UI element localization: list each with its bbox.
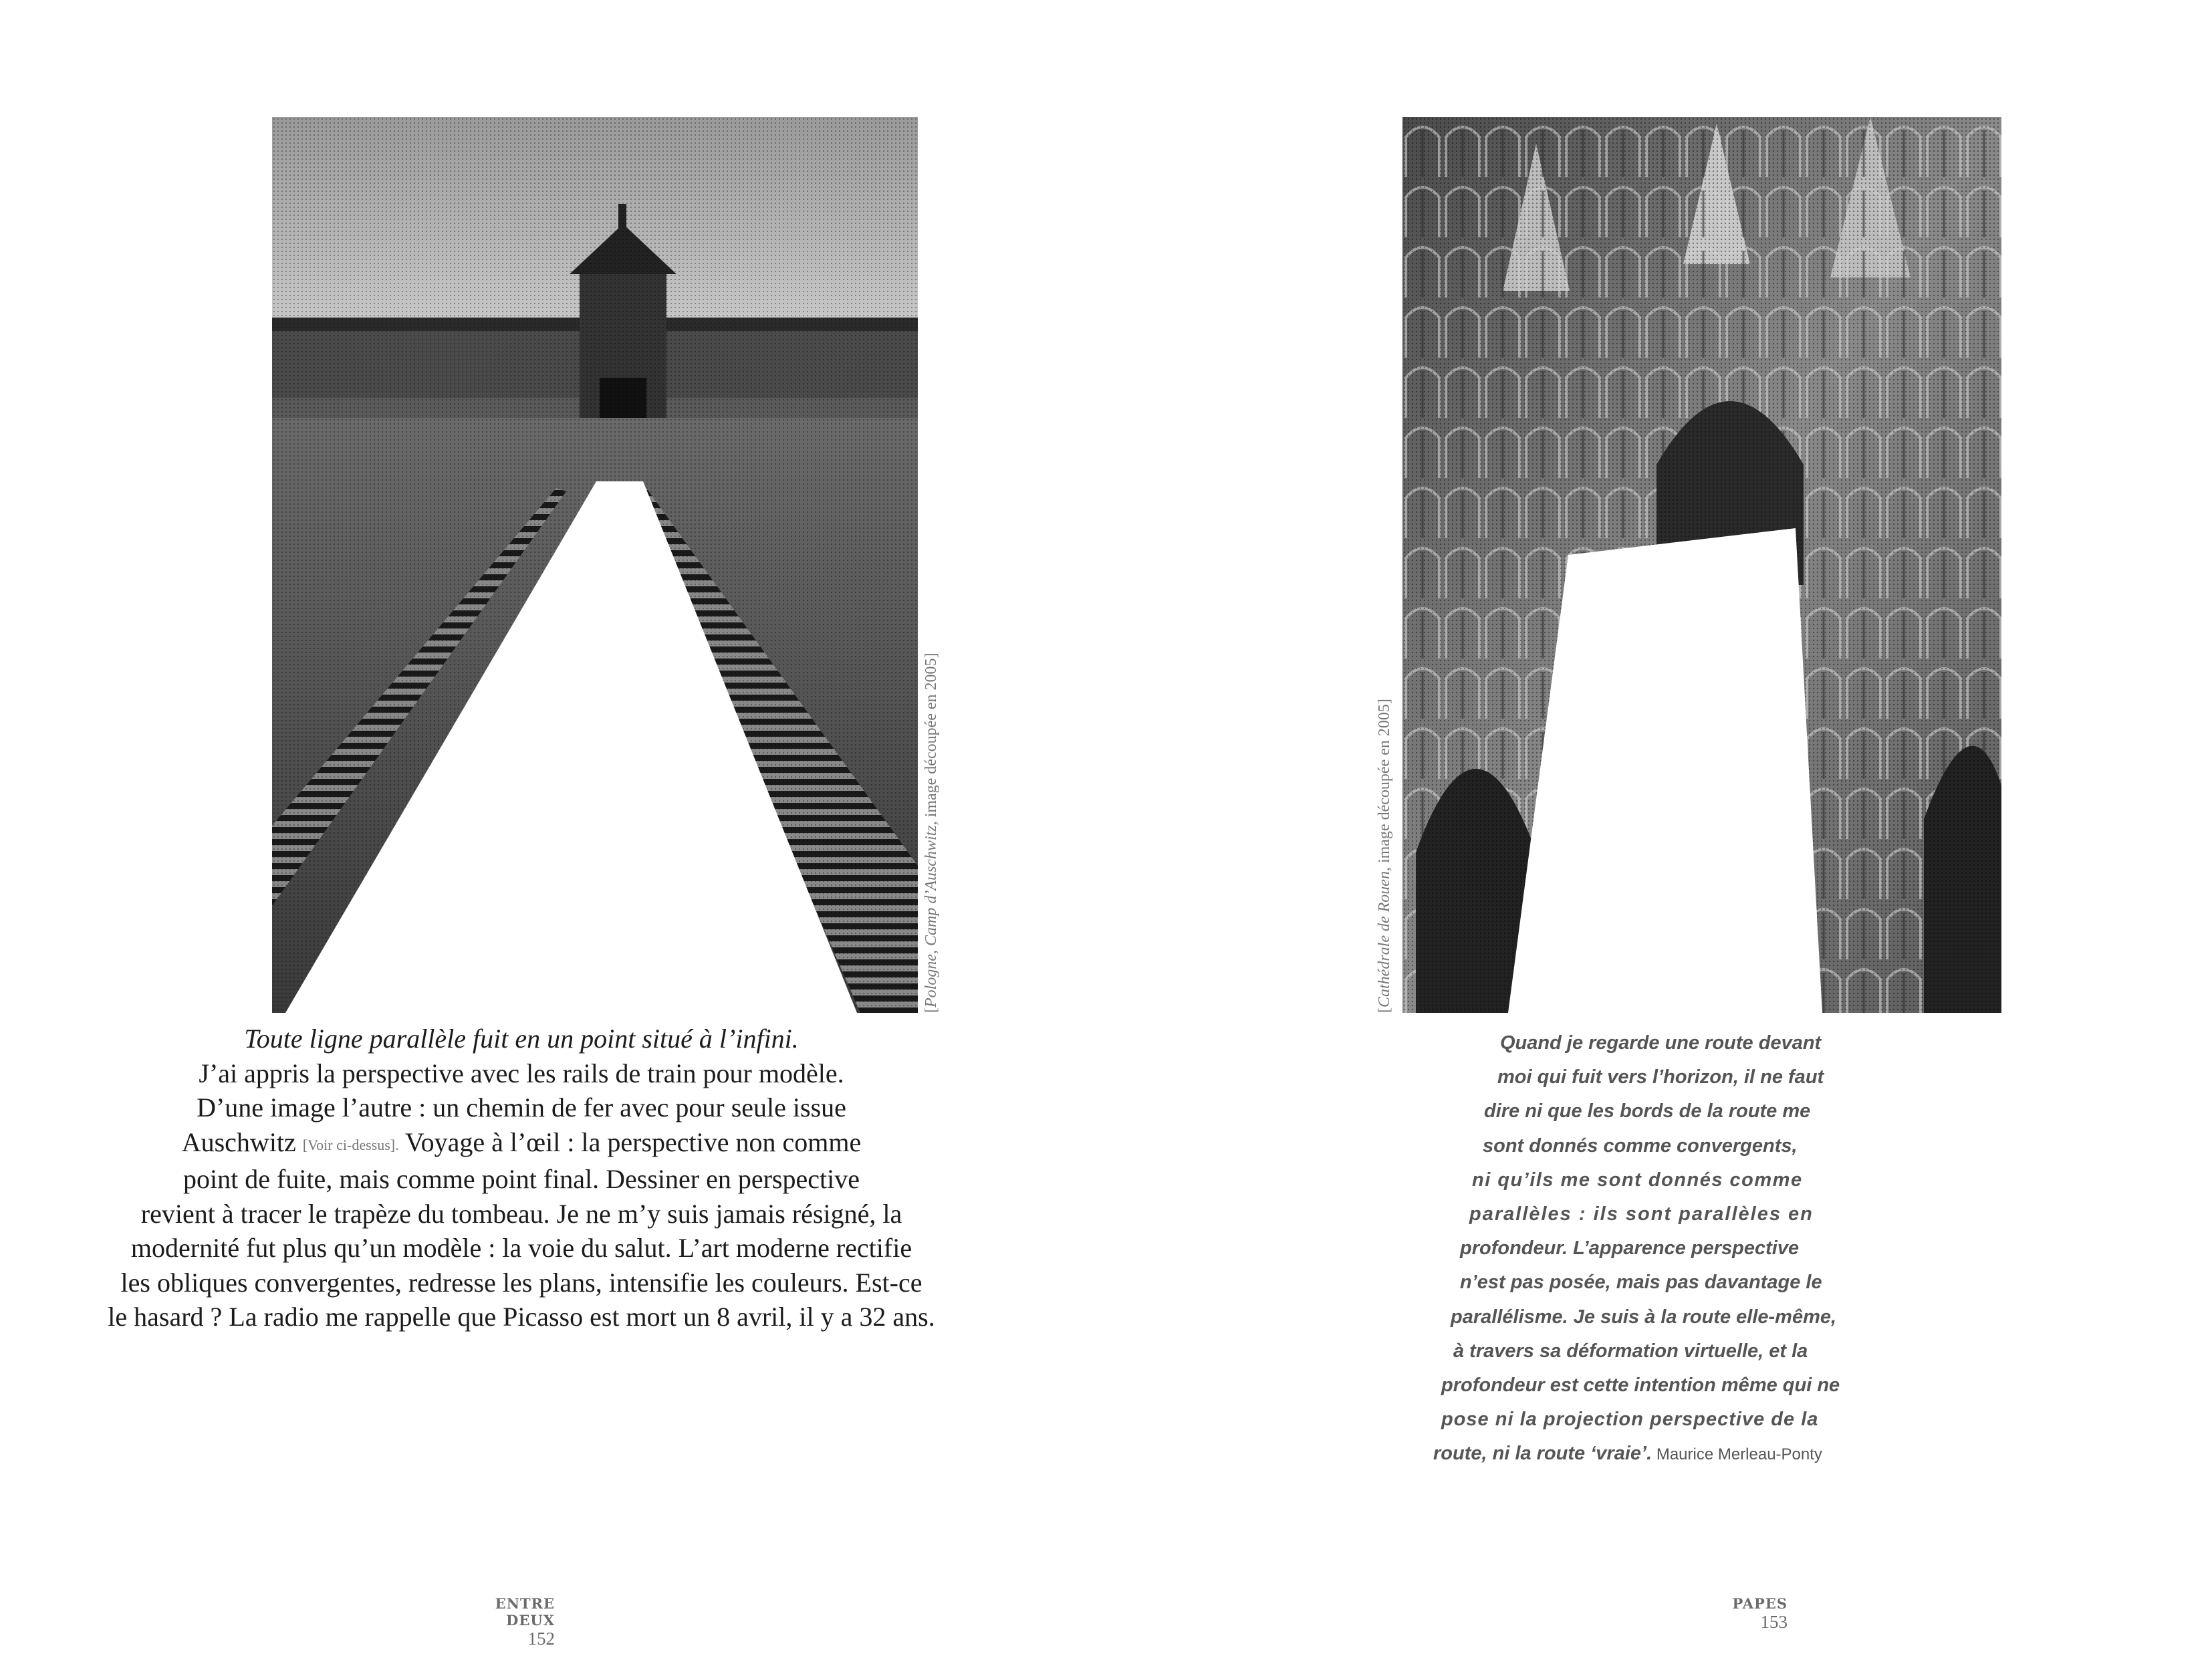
page-number: 152	[527, 1629, 555, 1649]
quote-line: route, ni la route ‘vraie’.	[1433, 1443, 1652, 1465]
caption-detail: image découpée en 2005	[1376, 704, 1393, 868]
text-line: le hasard ? La radio me rappelle que Picasso est mort un 8 avril, il y a 32 ans.	[108, 1302, 935, 1332]
text-line: D’une image l’autre : un chemin de fer avec pour seule issue	[197, 1092, 846, 1122]
quote-author: Maurice Merleau-Ponty	[1652, 1445, 1822, 1464]
caption-place: Cathédrale de Rouen,	[1376, 867, 1393, 1008]
running-title: PAPES	[1732, 1595, 1788, 1612]
quote-line: pose ni la projection perspective de la	[1441, 1409, 1819, 1431]
quote-last-line	[1433, 1437, 1968, 1471]
right-page	[1106, 0, 2211, 1658]
quote-line: parallélisme. Je suis à la route elle-même,	[1451, 1306, 1837, 1328]
footer-right	[1667, 1595, 1788, 1632]
text-fragment: Auschwitz	[181, 1127, 296, 1157]
quote-line: n’est pas posée, mais pas davantage le	[1460, 1272, 1822, 1294]
text-line: point de fuite, mais comme point final. Dessiner en perspective	[183, 1164, 860, 1194]
running-title: ENTRE DEUX	[495, 1595, 555, 1629]
left-body-text	[74, 1022, 969, 1334]
quote-line: profondeur est cette intention même qui ne	[1441, 1375, 1840, 1397]
quote-line: ni qu’ils me sont donnés comme	[1472, 1169, 1803, 1191]
caption-place: Pologne, Camp d’Auschwitz,	[923, 821, 940, 1008]
caption-detail: image découpée en 2005	[923, 658, 940, 822]
quote-line: Quand je regarde une route devant	[1500, 1032, 1822, 1054]
page-number: 153	[1760, 1612, 1788, 1632]
rouen-cathedral-photo	[1402, 117, 2001, 1013]
see-above-reference: [Voir ci-dessus].	[302, 1136, 399, 1153]
quote-line: dire ni que les bords de la route me	[1484, 1100, 1811, 1122]
text-line-with-reference	[74, 1125, 969, 1163]
text-line: Toute ligne parallèle fuit en un point situé à l’infini.	[244, 1024, 799, 1054]
photo-caption-left: [Pologne, Camp d’Auschwitz, image découpée en 2005]	[923, 653, 940, 1013]
quote-line: à travers sa déformation virtuelle, et la	[1453, 1340, 1808, 1362]
quote-line: sont donnés comme convergents,	[1483, 1135, 1798, 1157]
quote-line: parallèles : ils sont parallèles en	[1469, 1203, 1814, 1225]
cathedral-image	[1402, 117, 2001, 1013]
merleau-ponty-quote	[1433, 1026, 1968, 1472]
auschwitz-image	[272, 117, 918, 1013]
photo-caption-right: [Cathédrale de Rouen, image découpée en 2005]	[1376, 699, 1393, 1013]
quote-line: moi qui fuit vers l’horizon, il ne faut	[1497, 1066, 1824, 1088]
quote-line: profondeur. L’apparence perspective	[1460, 1237, 1800, 1260]
text-fragment: Voyage à l’œil : la perspective non comme	[398, 1127, 862, 1157]
text-line: les obliques convergentes, redresse les plans, intensifie les couleurs. Est-ce	[120, 1267, 923, 1298]
text-line: J’ai appris la perspective avec les rails de train pour modèle.	[199, 1058, 844, 1088]
auschwitz-photo	[272, 117, 918, 1013]
footer-left	[441, 1595, 555, 1649]
text-line: revient à tracer le trapèze du tombeau. Je ne m’y suis jamais résigné, la	[140, 1198, 902, 1229]
text-line: modernité fut plus qu’un modèle : la voie du salut. L’art moderne rectifie	[130, 1233, 912, 1263]
